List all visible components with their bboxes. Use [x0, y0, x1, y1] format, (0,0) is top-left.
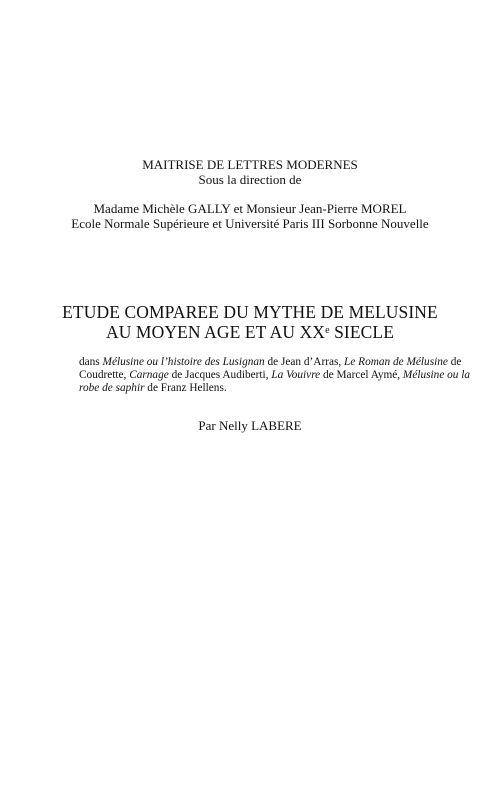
degree-title: MAITRISE DE LETTRES MODERNES: [142, 157, 358, 172]
author-block: [0, 418, 500, 433]
corpus-description: [79, 356, 471, 395]
thesis-title-line-2: [0, 322, 500, 342]
work-title-vouivre: La Vouivre: [271, 369, 321, 381]
supervisor-names: Madame Michèle GALLY et Monsieur Jean-Pierre MOREL: [93, 201, 407, 216]
desc-text: de Marcel Aymé,: [320, 369, 403, 381]
title-line-2-end: SIECLE: [329, 322, 394, 342]
work-title-robe-saphir: robe de saphir: [79, 382, 145, 394]
thesis-title: [0, 302, 500, 342]
desc-text: de Franz Hellens.: [144, 382, 227, 394]
supervisors-block: [0, 201, 500, 231]
work-title-melusine-hellens: Mélusine ou la: [402, 369, 471, 381]
work-title-carnage: Carnage: [129, 369, 169, 381]
century-superscript: e: [325, 325, 330, 336]
desc-text: de Jean d’Arras,: [264, 356, 345, 368]
institution-names: Ecole Normale Supérieure et Université Paris III Sorbonne Nouvelle: [71, 216, 429, 231]
work-title-melusine-arras: Mélusine ou l’histoire des Lusignan: [102, 356, 265, 368]
title-line-2-start: AU MOYEN AGE ET AU XX: [105, 322, 326, 342]
desc-text: Coudrette,: [79, 369, 130, 381]
thesis-title-line-1: ETUDE COMPAREE DU MYTHE DE MELUSINE: [62, 302, 438, 322]
description-line-3: [79, 382, 423, 395]
desc-text: de: [447, 356, 462, 368]
work-title-roman-melusine: Le Roman de Mélusine: [344, 356, 448, 368]
description-line-2: [79, 369, 471, 382]
desc-text: dans: [79, 356, 103, 368]
description-line-1: [79, 356, 462, 369]
desc-text: de Jacques Audiberti,: [168, 369, 272, 381]
direction-label: Sous la direction de: [198, 172, 302, 187]
author-name: Par Nelly LABERE: [198, 418, 302, 433]
degree-heading: [0, 157, 500, 187]
